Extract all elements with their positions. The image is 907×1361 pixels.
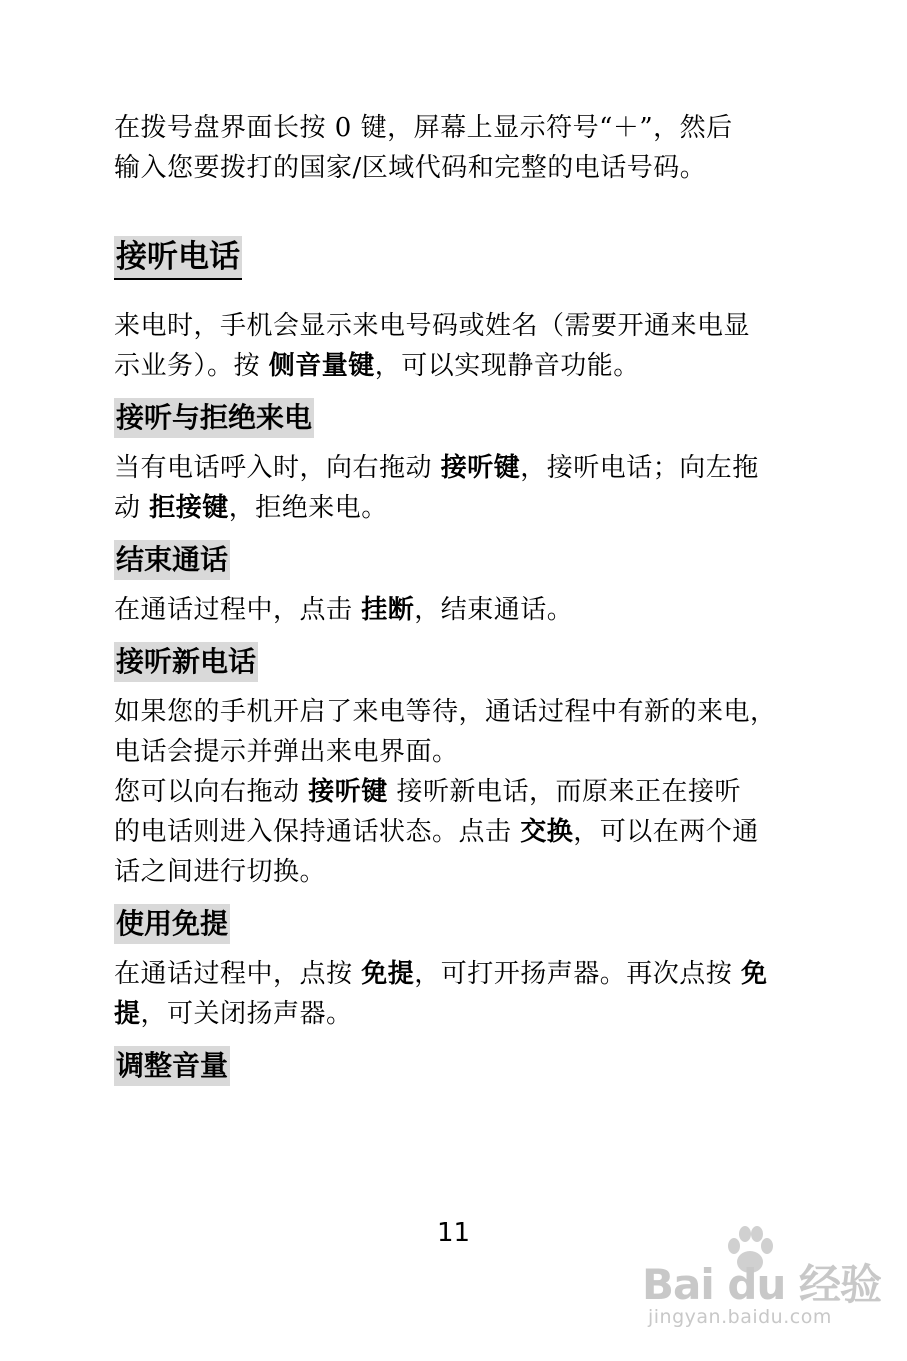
swap-term: 交换 bbox=[520, 817, 574, 847]
heading-answer-call: 接听电话 bbox=[114, 236, 242, 280]
new-call-line-3-post: 接听新电话，而原来正在接听 bbox=[387, 777, 742, 807]
baidu-jingyan-watermark bbox=[642, 1222, 892, 1342]
answer-reject-line-1-pre: 当有电话呼入时，向右拖动 bbox=[114, 453, 441, 483]
new-call-line-5: 话之间进行切换。 bbox=[114, 857, 327, 887]
watermark-logo: Bai du 经验 bbox=[642, 1260, 881, 1309]
side-volume-key-term: 侧音量键 bbox=[268, 351, 375, 381]
heading-end-call: 结束通话 bbox=[114, 540, 230, 580]
new-call-line-4-post: ，可以在两个通 bbox=[573, 817, 759, 847]
new-call-line-4-pre: 的电话则进入保持通话状态。点击 bbox=[114, 817, 521, 847]
answer-key-term-2: 接听键 bbox=[308, 777, 388, 807]
reject-key-term: 拒接键 bbox=[149, 493, 229, 523]
answer-reject-line-1-post: ，接听电话；向左拖 bbox=[520, 453, 759, 483]
heading-answer-reject: 接听与拒绝来电 bbox=[114, 398, 314, 438]
watermark-url: jingyan.baidu.com bbox=[648, 1306, 832, 1328]
handsfree-term-2a: 免 bbox=[741, 959, 768, 989]
new-call-line-3-pre: 您可以向右拖动 bbox=[114, 777, 309, 807]
end-call-line-post: ，结束通话。 bbox=[414, 595, 574, 625]
intro-paragraph bbox=[114, 108, 804, 188]
intro-line-2: 输入您要拨打的国家/区域代码和完整的电话号码。 bbox=[114, 153, 707, 183]
answer-call-paragraph bbox=[114, 306, 804, 386]
handsfree-line-1-post: ，可打开扬声器。再次点按 bbox=[414, 959, 742, 989]
handsfree-line-2-post: ，可关闭扬声器。 bbox=[140, 999, 353, 1029]
document-body bbox=[114, 108, 804, 1086]
heading-new-call: 接听新电话 bbox=[114, 642, 258, 682]
handsfree-line-1-pre: 在通话过程中，点按 bbox=[114, 959, 362, 989]
heading-volume: 调整音量 bbox=[114, 1046, 230, 1086]
new-call-line-1: 如果您的手机开启了来电等待，通话过程中有新的来电， bbox=[114, 697, 777, 727]
page-number: 11 bbox=[436, 1218, 471, 1248]
heading-handsfree: 使用免提 bbox=[114, 904, 230, 944]
new-call-paragraph bbox=[114, 692, 804, 892]
hang-up-term: 挂断 bbox=[361, 595, 415, 625]
handsfree-term-2b: 提 bbox=[114, 999, 141, 1029]
answer-key-term: 接听键 bbox=[440, 453, 521, 483]
answer-call-line-2-pre: 示业务）。按 bbox=[114, 351, 269, 381]
intro-line-1: 在拨号盘界面长按 0 键，屏幕上显示符号“＋”，然后 bbox=[114, 113, 733, 143]
answer-call-line-2-post: ，可以实现静音功能。 bbox=[374, 351, 640, 381]
end-call-paragraph bbox=[114, 590, 804, 630]
end-call-line-pre: 在通话过程中，点击 bbox=[114, 595, 362, 625]
new-call-line-2: 电话会提示并弹出来电界面。 bbox=[114, 737, 459, 767]
answer-call-line-1: 来电时，手机会显示来电号码或姓名（需要开通来电显 bbox=[114, 311, 751, 341]
answer-reject-paragraph bbox=[114, 448, 804, 528]
handsfree-term: 免提 bbox=[361, 959, 415, 989]
answer-reject-line-2-pre: 动 bbox=[114, 493, 150, 523]
answer-reject-line-2-post: ，拒绝来电。 bbox=[228, 493, 388, 523]
handsfree-paragraph bbox=[114, 954, 804, 1034]
